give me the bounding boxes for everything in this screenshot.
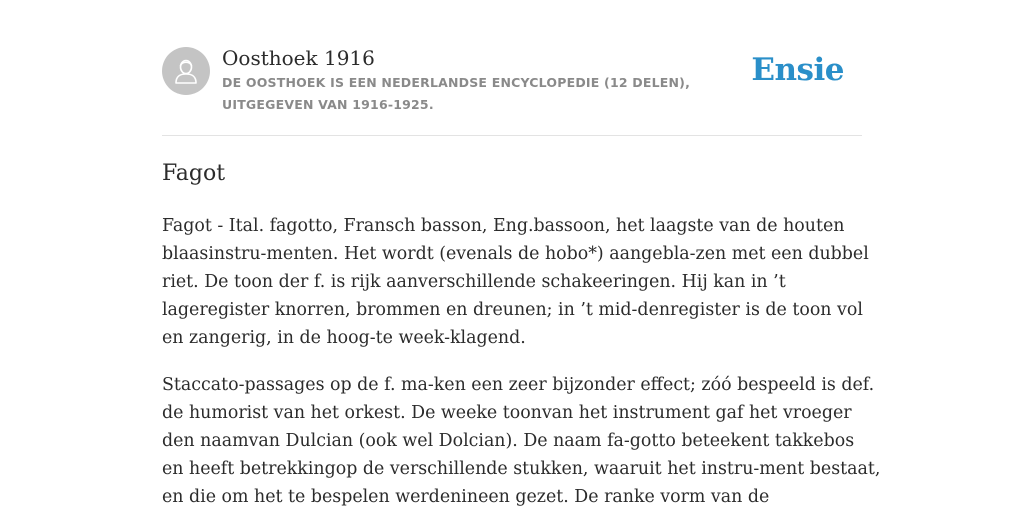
source-name[interactable]: Oosthoek 1916 xyxy=(222,46,375,70)
article-title: Fagot xyxy=(162,161,226,186)
text-line: den naamvan Dulcian (ook wel Dolcian). De naam fa-gotto beteekent takkebos xyxy=(162,431,855,451)
text-line: lageregister knorren, brommen en dreunen; in ’t mid-denregister is de toon vol xyxy=(162,300,863,320)
text-line: de humorist van het orkest. De weeke toonvan het instrument gaf het vroeger xyxy=(162,403,852,423)
brand-logo[interactable]: Ensie xyxy=(751,52,844,88)
text-line: Staccato-passages op de f. ma-ken een zeer bijzonder effect; zóó bespeeld is def. xyxy=(162,375,875,395)
header-divider xyxy=(162,135,862,136)
user-silhouette-icon[interactable] xyxy=(162,47,210,95)
text-line: Fagot - Ital. fagotto, Fransch basson, Eng.bassoon, het laagste van de houten xyxy=(162,216,845,236)
text-line: blaasinstru-menten. Het wordt (evenals de hobo*) aangebla-zen met een dubbel xyxy=(162,244,869,264)
text-line: riet. De toon der f. is rijk aanverschillende schakeeringen. Hij kan in ’t xyxy=(162,272,786,292)
article-body xyxy=(162,212,881,512)
text-line: en die om het te bespelen werdenineen gezet. De ranke vorm van de xyxy=(162,487,770,507)
text-line: en heeft betrekkingop de verschillende stukken, waaruit het instru-ment bestaat, xyxy=(162,459,881,479)
source-header xyxy=(162,46,862,116)
avatar-svg xyxy=(162,47,210,95)
source-description: DE OOSTHOEK IS EEN NEDERLANDSE ENCYCLOPEDIE (12 DELEN), UITGEGEVEN VAN 1916-1925. xyxy=(222,75,691,112)
paragraph-2 xyxy=(162,371,881,511)
text-line: en zangerig, in de hoog-te week-klagend. xyxy=(162,328,526,348)
paragraph-1 xyxy=(162,212,869,352)
